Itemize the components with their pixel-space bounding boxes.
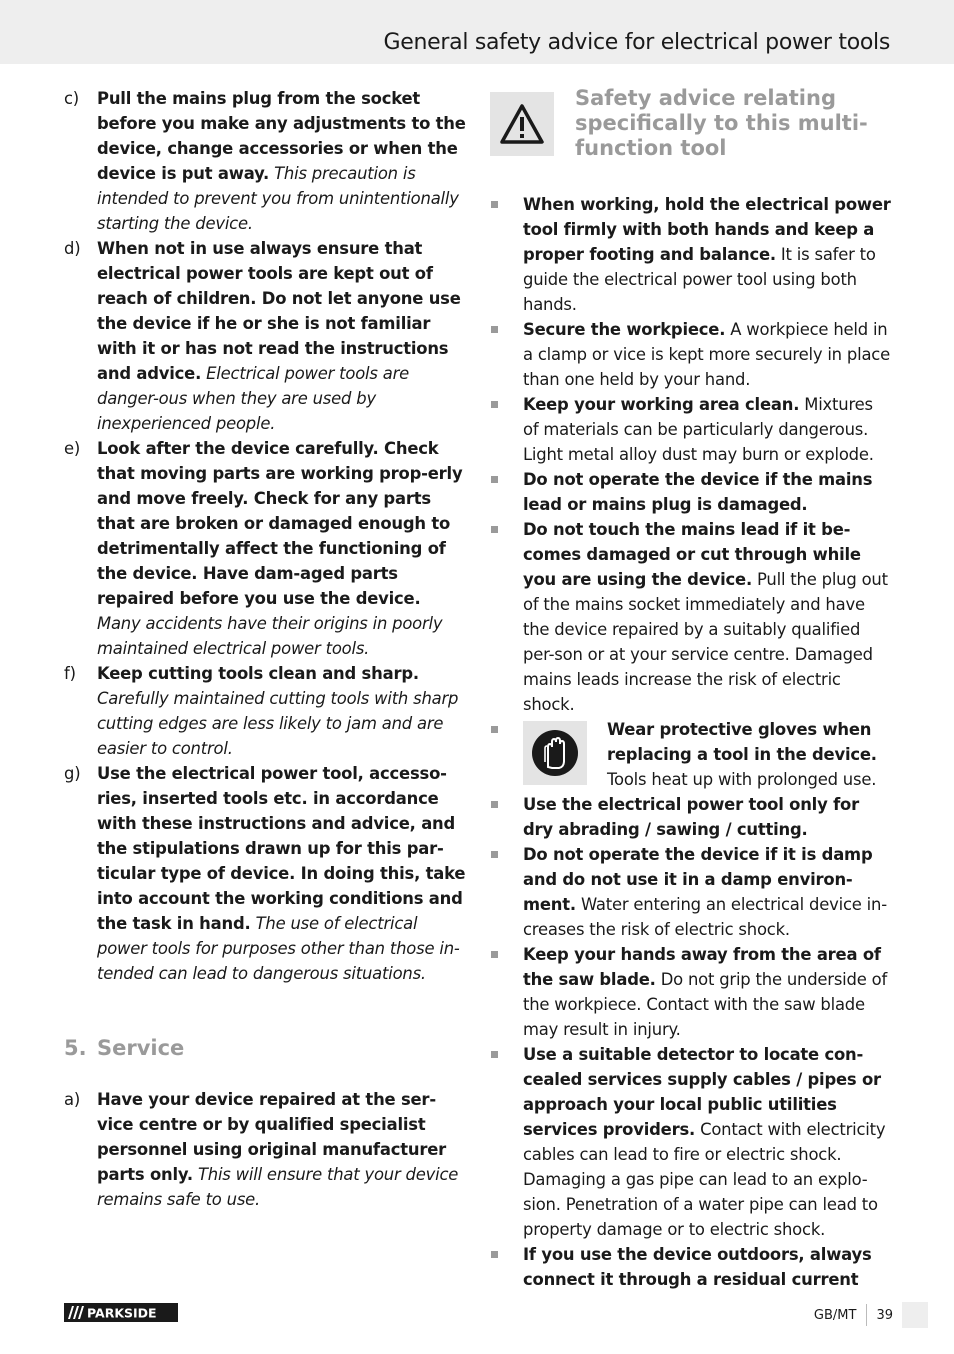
- parkside-logo: [64, 1303, 178, 1322]
- item-bold: Have your device repaired at the ser-vice centre or by qualified specialist personnel using original manufacturer parts only.: [97, 1090, 447, 1184]
- bullet-icon: [491, 1051, 498, 1058]
- item-bold: Do not operate the device if the mains lead or mains plug is damaged.: [523, 470, 873, 514]
- language-code: GB/MT: [813, 1307, 857, 1323]
- item-bold: Look after the device carefully. Check that moving parts are working prop-erly and move freely. Check for any parts that are broken or damaged enough to detrimentally affect the functioning of the device. Have dam-aged parts repaired before you use the device.: [97, 439, 463, 608]
- list-item: [64, 86, 466, 236]
- list-item: [490, 842, 892, 942]
- warning-icon: [490, 92, 554, 156]
- item-text: A workpiece held in a clamp or vice is kept more securely in place than one held by your hand.: [523, 320, 890, 389]
- service-number: 5.: [64, 1036, 87, 1060]
- item-bold: When not in use always ensure that electrical power tools are kept out of reach of children. Do not let anyone use the device if he or she is not familiar with it or has not read the instructions and advice.: [97, 239, 461, 383]
- item-bold: Use a suitable detector to locate con-cealed services supply cables / pipes or approach your local public utilities services providers.: [523, 1045, 881, 1139]
- item-bold: When working, hold the electrical power tool firmly with both hands and keep a proper footing and balance.: [523, 195, 891, 264]
- page-title: General safety advice for electrical power tools: [383, 30, 890, 55]
- list-item: [64, 436, 466, 661]
- item-italic: Electrical power tools are danger-ous when they are used by inexperienced people.: [97, 364, 410, 433]
- list-item: [490, 1242, 892, 1292]
- item-text: Do not grip the underside of the workpiece. Contact with the saw blade may result in injury.: [523, 970, 888, 1039]
- item-marker: d): [64, 239, 81, 258]
- item-marker: a): [64, 1090, 81, 1109]
- item-bold: Keep your hands away from the area of the saw blade.: [523, 945, 881, 989]
- list-item: [490, 942, 892, 1042]
- item-italic: Many accidents have their origins in poorly maintained electrical power tools.: [97, 614, 443, 658]
- footer-page-info: [814, 1302, 928, 1328]
- bullet-icon: [491, 476, 498, 483]
- item-text: Tools heat up with prolonged use.: [607, 770, 877, 789]
- bullet-icon: [491, 201, 498, 208]
- item-marker: c): [64, 89, 80, 108]
- list-item: [490, 517, 892, 717]
- list-item: [490, 392, 892, 467]
- item-bold: Do not touch the mains lead if it be-comes damaged or cut through while you are using the device.: [523, 520, 861, 589]
- item-text: Pull the plug out of the mains socket immediately and have the device repaired by a suitably qualified per-son or at your service centre. Damaged mains leads increase the risk of electric shock.: [523, 570, 888, 714]
- bullet-icon: [491, 326, 498, 333]
- list-item: [490, 192, 892, 317]
- item-italic: This will ensure that your device remains safe to use.: [97, 1165, 459, 1209]
- list-item: [64, 1087, 466, 1212]
- item-text: Contact with electricity cables can lead to fire or electric shock. Damaging a gas pipe can lead to an explo-sion. Penetration of a water pipe can lead to property damage or to electric shock.: [523, 1120, 886, 1239]
- glove-text-block: [607, 717, 892, 792]
- item-text: Mixtures of materials can be particularly dangerous. Light metal alloy dust may burn or explode.: [523, 395, 874, 464]
- item-bold: Keep cutting tools clean and sharp.: [97, 664, 419, 683]
- list-item: [490, 467, 892, 517]
- page-number: 39: [876, 1307, 893, 1323]
- item-bold: Wear protective gloves when replacing a tool in the device.: [607, 720, 877, 764]
- item-bold: Secure the workpiece.: [523, 320, 726, 339]
- brand-text: PARKSIDE: [87, 1305, 157, 1321]
- safety-title: Safety advice relating specifically to this multi-function tool: [575, 86, 868, 160]
- service-heading: [64, 1034, 466, 1062]
- list-item: [64, 661, 466, 761]
- list-item: [64, 761, 466, 986]
- service-title: Service: [97, 1036, 185, 1060]
- item-bold: Use the electrical power tool only for dry abrading / sawing / cutting.: [523, 795, 859, 839]
- list-item: [490, 317, 892, 392]
- list-item: [64, 236, 466, 436]
- right-column: [490, 86, 892, 1292]
- item-marker: e): [64, 439, 81, 458]
- item-italic: The use of electrical power tools for purposes other than those in-tended can lead to dangerous situations.: [97, 914, 460, 983]
- page-tab: [902, 1302, 928, 1328]
- page-header: [0, 0, 954, 64]
- item-bold: Pull the mains plug from the socket before you make any adjustments to the device, change accessories or when the device is put away.: [97, 89, 466, 183]
- item-italic: Carefully maintained cutting tools with sharp cutting edges are less likely to jam and are easier to control.: [97, 689, 459, 758]
- item-bold: Keep your working area clean.: [523, 395, 800, 414]
- list-item: [490, 1042, 892, 1242]
- safety-heading: [490, 86, 892, 182]
- item-text: It is safer to guide the electrical power tool using both hands.: [523, 245, 876, 314]
- list-item: [490, 792, 892, 842]
- protective-gloves-icon: [523, 721, 587, 785]
- item-bold: If you use the device outdoors, always connect it through a residual current: [523, 1245, 872, 1289]
- item-italic: This precaution is intended to prevent you from unintentionally starting the device.: [97, 164, 459, 233]
- list-item-gloves: [490, 717, 892, 792]
- bullet-icon: [491, 951, 498, 958]
- bullet-icon: [491, 401, 498, 408]
- bullet-icon: [491, 851, 498, 858]
- bullet-icon: [491, 526, 498, 533]
- bullet-icon: [491, 726, 498, 733]
- item-bold: Do not operate the device if it is damp and do not use it in a damp environ-ment.: [523, 845, 873, 914]
- item-marker: f): [64, 664, 76, 683]
- item-text: Water entering an electrical device in-creases the risk of electric shock.: [523, 895, 887, 939]
- bullet-icon: [491, 1251, 498, 1258]
- bullet-icon: [491, 801, 498, 808]
- item-marker: g): [64, 764, 81, 783]
- item-bold: Use the electrical power tool, accesso-ries, inserted tools etc. in accordance with these instructions and advice, and the stipulations drawn up for this par-ticular type of device. In doing this, take into account the working conditions and the task in hand.: [97, 764, 466, 933]
- left-column: [64, 86, 466, 1212]
